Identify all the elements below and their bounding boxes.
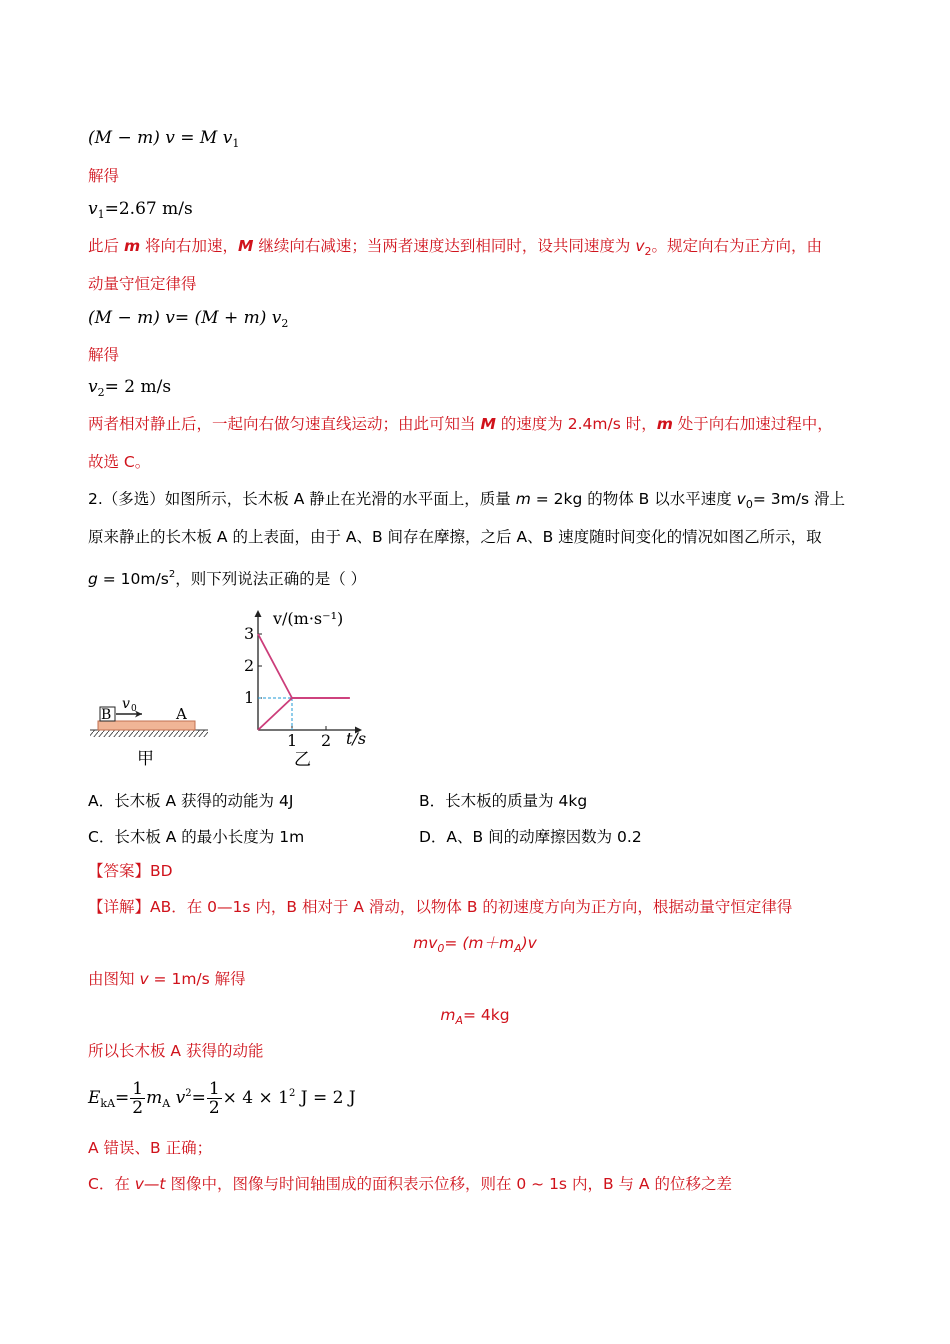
equation-v2: $v_2= 2$ m/s (88, 377, 172, 399)
series-line-B (258, 634, 350, 698)
option-B: B．长木板的质量为 4kg (419, 792, 588, 810)
label-jia: 甲 (137, 749, 154, 769)
fraction-half-1: $\frac{1}{2}$ (132, 1079, 144, 1118)
label-B: B (101, 707, 112, 723)
paragraph-1-line-1: 此后 m 将向右加速，M 继续向右减速；当两者速度达到相同时，设共同速度为 $v_2$。规定向右为正方向，由 (88, 237, 823, 258)
y-tick-label: 1 (244, 688, 255, 707)
eq1-rhs: M v (199, 128, 233, 148)
label-v0: v (122, 696, 130, 712)
y-axis-arrow (255, 610, 262, 617)
x-axis-label: t/s (346, 729, 367, 748)
equation-momentum-2: (M − m) v= (M + m) $v_2$ (88, 308, 289, 330)
figure-yi-vt-chart (230, 600, 380, 772)
question-2-line-3: $g = 10m/s^2$，则下列说法正确的是（ ） (88, 569, 367, 588)
equation-v1 (88, 199, 193, 225)
equation-kinetic-energy: $E_{kA}=$ $\frac{1}{2}$ $m_A$ $v^2=$ $\frac{1}{2}$ × $4 \times 1^2$ J = 2 J (88, 1079, 356, 1118)
y-tick-label: 2 (244, 656, 255, 675)
eq1-lhs: (M − m) v (88, 128, 175, 148)
label-A: A (176, 705, 187, 723)
detail-C: C．在 v—t 图像中，图像与时间轴围成的面积表示位移，则在 0 ~ 1s 内，B 与 A 的位移之差 (88, 1175, 732, 1193)
figure-jia (88, 690, 213, 770)
equation-mA: $m_A= 4kg$ (440, 1006, 510, 1027)
series-line-A (258, 698, 350, 730)
v1-value: =2.67 m/s (104, 199, 193, 219)
question-2-line-2: 原来静止的长木板 A 的上表面，由于 A、B 间存在摩擦，之后 A、B 速度随时间变化的情况如图乙所示，取 (88, 528, 822, 546)
eq1-sub: 1 (232, 137, 240, 150)
text-jiede-2: 解得 (88, 346, 120, 364)
paragraph-2-line-1: 两者相对静止后，一起向右做匀速直线运动；由此可知当 M 的速度为 2.4m/s 时，m 处于向右加速过程中， (88, 415, 833, 433)
y-axis-label: v/(m·s⁻¹) (273, 609, 344, 628)
equation-momentum-1: (M − m) v = M $v_1$ (88, 128, 240, 150)
answer: 【答案】BD (88, 862, 173, 880)
paragraph-2-line-2: 故选 C。 (88, 453, 151, 471)
y-tick-label: 3 (244, 624, 255, 643)
label-v0-sub: 0 (131, 704, 137, 714)
option-D: D．A、B 间的动摩擦因数为 0.2 (419, 828, 642, 846)
paragraph-1-line-2: 动量守恒定律得 (88, 275, 197, 293)
label-yi: 乙 (294, 750, 311, 770)
v1-symbol: v (88, 199, 98, 219)
kinetic-energy-text: 所以长木板 A 获得的动能 (88, 1042, 264, 1060)
question-2-line-1: 2.（多选）如图所示，长木板 A 静止在光滑的水平面上，质量 m = 2kg 的物体 B 以水平速度 $v_0= 3m/s$ 滑上 (88, 490, 845, 511)
ground-hatch (90, 730, 208, 737)
from-figure: 由图知 v = 1m/s 解得 (88, 970, 246, 988)
fraction-half-2: $\frac{1}{2}$ (208, 1079, 220, 1118)
option-A: A．长木板 A 获得的动能为 4J (88, 792, 294, 810)
text-jiede-1: 解得 (88, 167, 120, 185)
v1-sub: 1 (97, 208, 105, 221)
detail-AB: 【详解】AB．在 0—1s 内，B 相对于 A 滑动，以物体 B 的初速度方向为正方向，根据动量守恒定律得 (88, 898, 793, 916)
conclusion-AB: A 错误、B 正确； (88, 1139, 213, 1157)
x-tick-label: 1 (287, 731, 298, 750)
option-C: C．长木板 A 的最小长度为 1m (88, 828, 305, 846)
equation-momentum-3: $mv_0= (m+m_A)v$ (413, 934, 537, 955)
x-tick-label: 2 (321, 731, 332, 750)
